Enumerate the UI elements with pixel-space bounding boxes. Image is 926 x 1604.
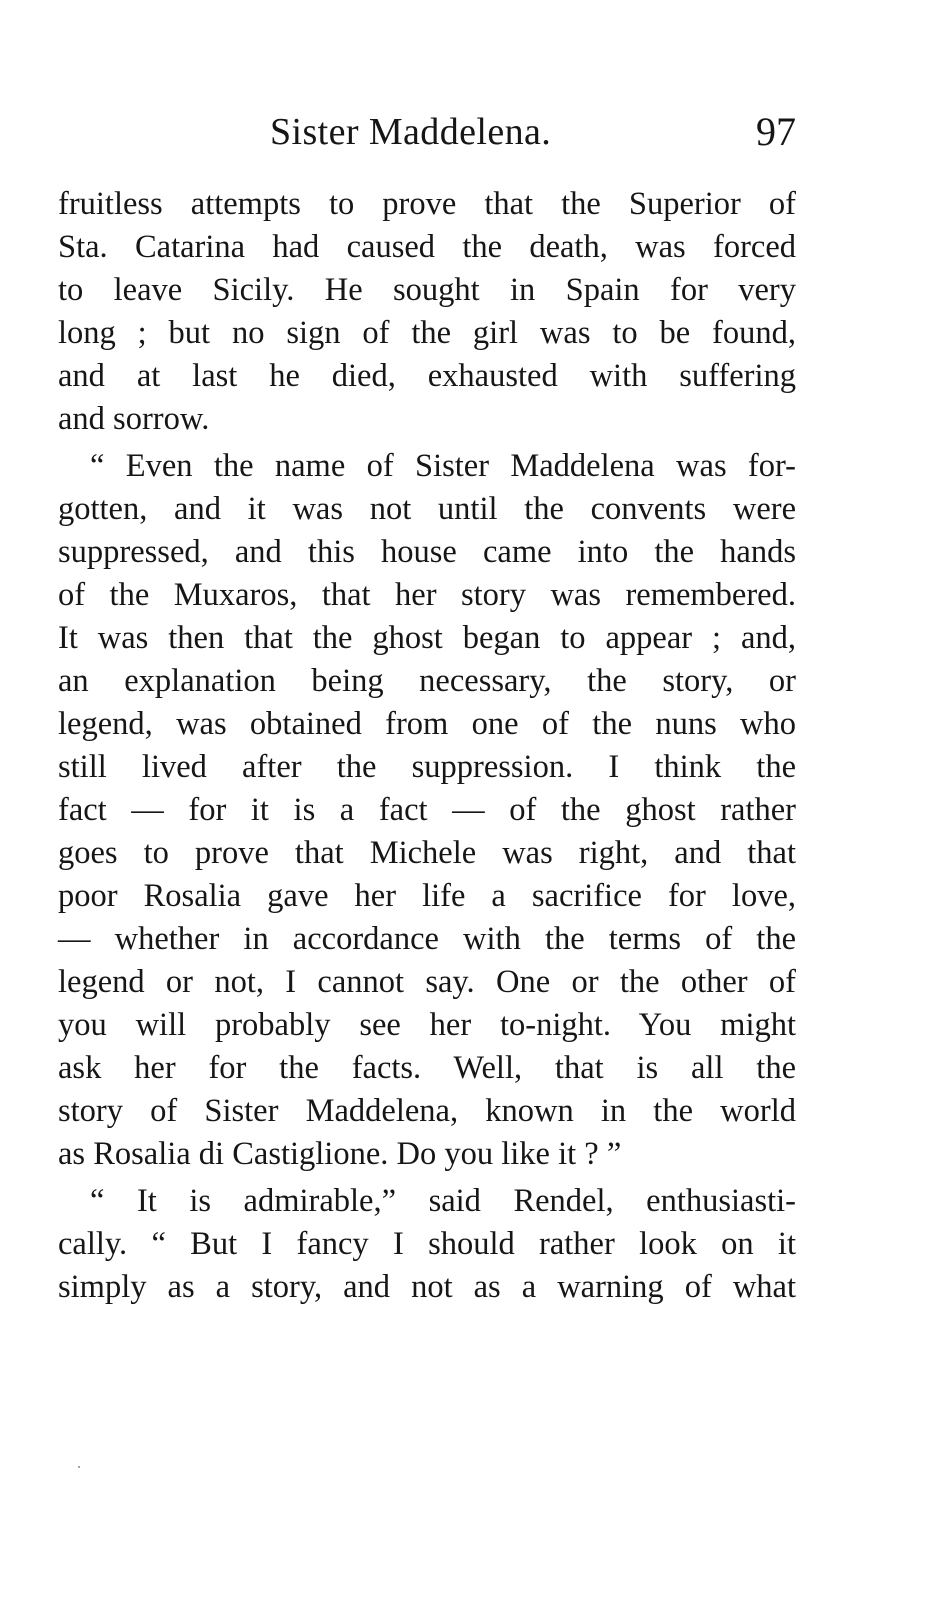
text-line: legend or not, I cannot say. One or the other of <box>58 964 796 1000</box>
text-line: gotten, and it was not until the convents were <box>58 491 796 527</box>
paragraph-2 <box>58 445 796 1176</box>
paragraph-1 <box>58 183 796 441</box>
text-line: you will probably see her to-night. You might <box>58 1007 796 1043</box>
running-head <box>58 102 796 162</box>
text-line: It was then that the ghost began to appear ; and, <box>58 620 796 656</box>
running-title: Sister Maddelena. <box>270 111 552 153</box>
text-line: and sorrow. <box>58 401 210 437</box>
text-line: “ It is admirable,” said Rendel, enthusiasti- <box>90 1183 796 1219</box>
text-line: and at last he died, exhausted with suffering <box>58 358 796 394</box>
text-line: suppressed, and this house came into the hands <box>58 534 796 570</box>
text-line: cally. “ But I fancy I should rather look on it <box>58 1226 796 1262</box>
text-line: fact — for it is a fact — of the ghost rather <box>58 792 796 828</box>
text-line: to leave Sicily. He sought in Spain for very <box>58 272 796 308</box>
body-text <box>58 183 796 1309</box>
text-line: poor Rosalia gave her life a sacrifice for love, <box>58 878 796 914</box>
text-line: goes to prove that Michele was right, and that <box>58 835 796 871</box>
paper-speck <box>78 1466 80 1468</box>
text-line: fruitless attempts to prove that the Superior of <box>58 186 796 222</box>
text-line: still lived after the suppression. I think the <box>58 749 796 785</box>
text-line: ask her for the facts. Well, that is all the <box>58 1050 796 1086</box>
text-line: story of Sister Maddelena, known in the world <box>58 1093 796 1129</box>
text-line: as Rosalia di Castiglione. Do you like it ? ” <box>58 1136 622 1172</box>
paragraph-3 <box>58 1180 796 1309</box>
text-line: of the Muxaros, that her story was remembered. <box>58 577 796 613</box>
text-line: “ Even the name of Sister Maddelena was for- <box>90 448 796 484</box>
text-line: — whether in accordance with the terms of the <box>58 921 796 957</box>
text-line: an explanation being necessary, the story, or <box>58 663 796 699</box>
text-line: Sta. Catarina had caused the death, was forced <box>58 229 796 265</box>
text-line: simply as a story, and not as a warning of what <box>58 1269 796 1305</box>
text-line: long ; but no sign of the girl was to be found, <box>58 315 796 351</box>
page-number: 97 <box>756 109 796 154</box>
text-line: legend, was obtained from one of the nuns who <box>58 706 796 742</box>
